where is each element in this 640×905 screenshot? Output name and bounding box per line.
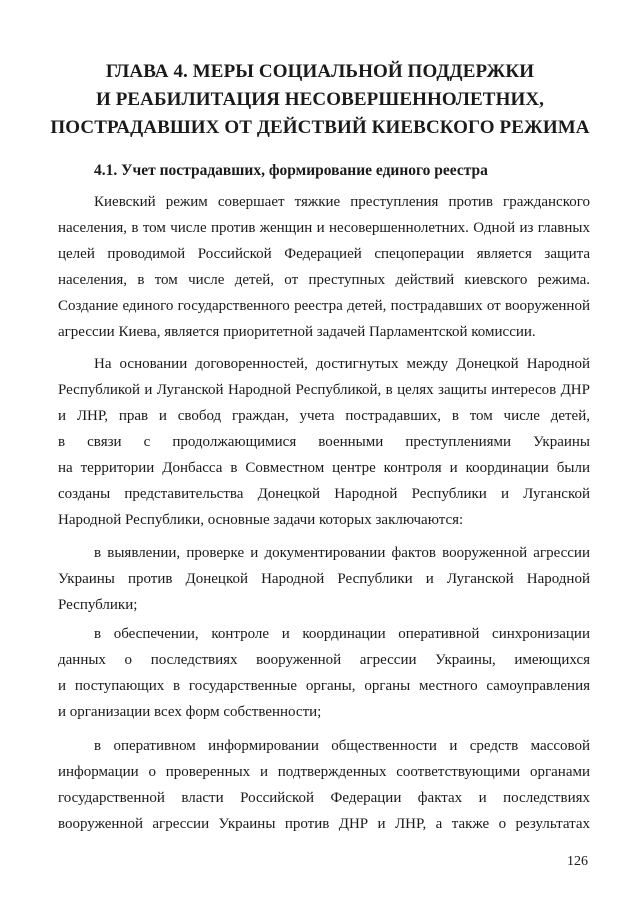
text-line: Республики; — [58, 597, 138, 613]
section-title: 4.1. Учет пострадавших, формирование единого реестра — [94, 162, 488, 179]
text-line: и поступающих в государственные органы, органы местного самоуправления — [58, 678, 590, 694]
text-line: Украины против Донецкой Народной Республики и Луганской Народной — [58, 571, 590, 587]
text-line: населения, в том числе против женщин и несовершеннолетних. Одной из главных — [58, 220, 590, 236]
paragraph — [58, 733, 590, 837]
paragraph — [58, 540, 590, 618]
text-line: и организации всех форм собственности; — [58, 704, 322, 720]
text-line: в оперативном информировании общественности и средств массовой — [94, 738, 590, 754]
text-line: целей проводимой Российской Федерацией спецоперации является защита — [58, 246, 590, 262]
chapter-title-line: ГЛАВА 4. МЕРЫ СОЦИАЛЬНОЙ ПОДДЕРЖКИ — [105, 61, 535, 82]
text-line: вооруженной агрессии Украины против ДНР и ЛНР, а также о результатах — [58, 816, 590, 832]
text-line: данных о последствиях вооруженной агрессии Украины, имеющихся — [58, 652, 590, 668]
chapter-title-line: И РЕАБИЛИТАЦИЯ НЕСОВЕРШЕННОЛЕТНИХ, — [95, 89, 545, 110]
chapter-title-line: ПОСТРАДАВШИХ ОТ ДЕЙСТВИЙ КИЕВСКОГО РЕЖИМА — [50, 117, 590, 138]
text-line: на территории Донбасса в Совместном центре контроля и координации были — [58, 460, 590, 476]
chapter-title — [40, 58, 600, 142]
page-number: 126 — [567, 854, 588, 869]
text-line: в связи с продолжающимися военными преступлениями Украины — [58, 434, 590, 450]
text-line: в обеспечении, контроле и координации оперативной синхронизации — [94, 626, 590, 642]
text-line: созданы представительства Донецкой Народной Республики и Луганской — [58, 486, 590, 502]
text-line: информации о проверенных и подтвержденных соответствующими органами — [58, 764, 590, 780]
paragraph — [58, 351, 590, 533]
text-line: и ЛНР, прав и свобод граждан, учета пострадавших, в том числе детей, — [58, 408, 590, 424]
text-line: Киевский режим совершает тяжкие преступления против гражданского — [94, 194, 590, 210]
text-line: Республикой и Луганской Народной Республикой, в целях защиты интересов ДНР — [58, 382, 590, 398]
paragraph — [58, 621, 590, 725]
text-line: Создание единого государственного реестра детей, пострадавших от вооруженной — [58, 298, 590, 314]
text-line: населения, в том числе детей, от преступных действий киевского режима. — [58, 272, 590, 288]
text-line: государственной власти Российской Федерации фактах и последствиях — [58, 790, 590, 806]
paragraph — [58, 189, 590, 345]
text-line: Народной Республики, основные задачи которых заключаются: — [58, 512, 464, 528]
text-line: в выявлении, проверке и документировании фактов вооруженной агрессии — [94, 545, 590, 561]
text-line: На основании договоренностей, достигнутых между Донецкой Народной — [94, 356, 590, 372]
text-line: агрессии Киева, является приоритетной задачей Парламентской комиссии. — [58, 324, 536, 340]
